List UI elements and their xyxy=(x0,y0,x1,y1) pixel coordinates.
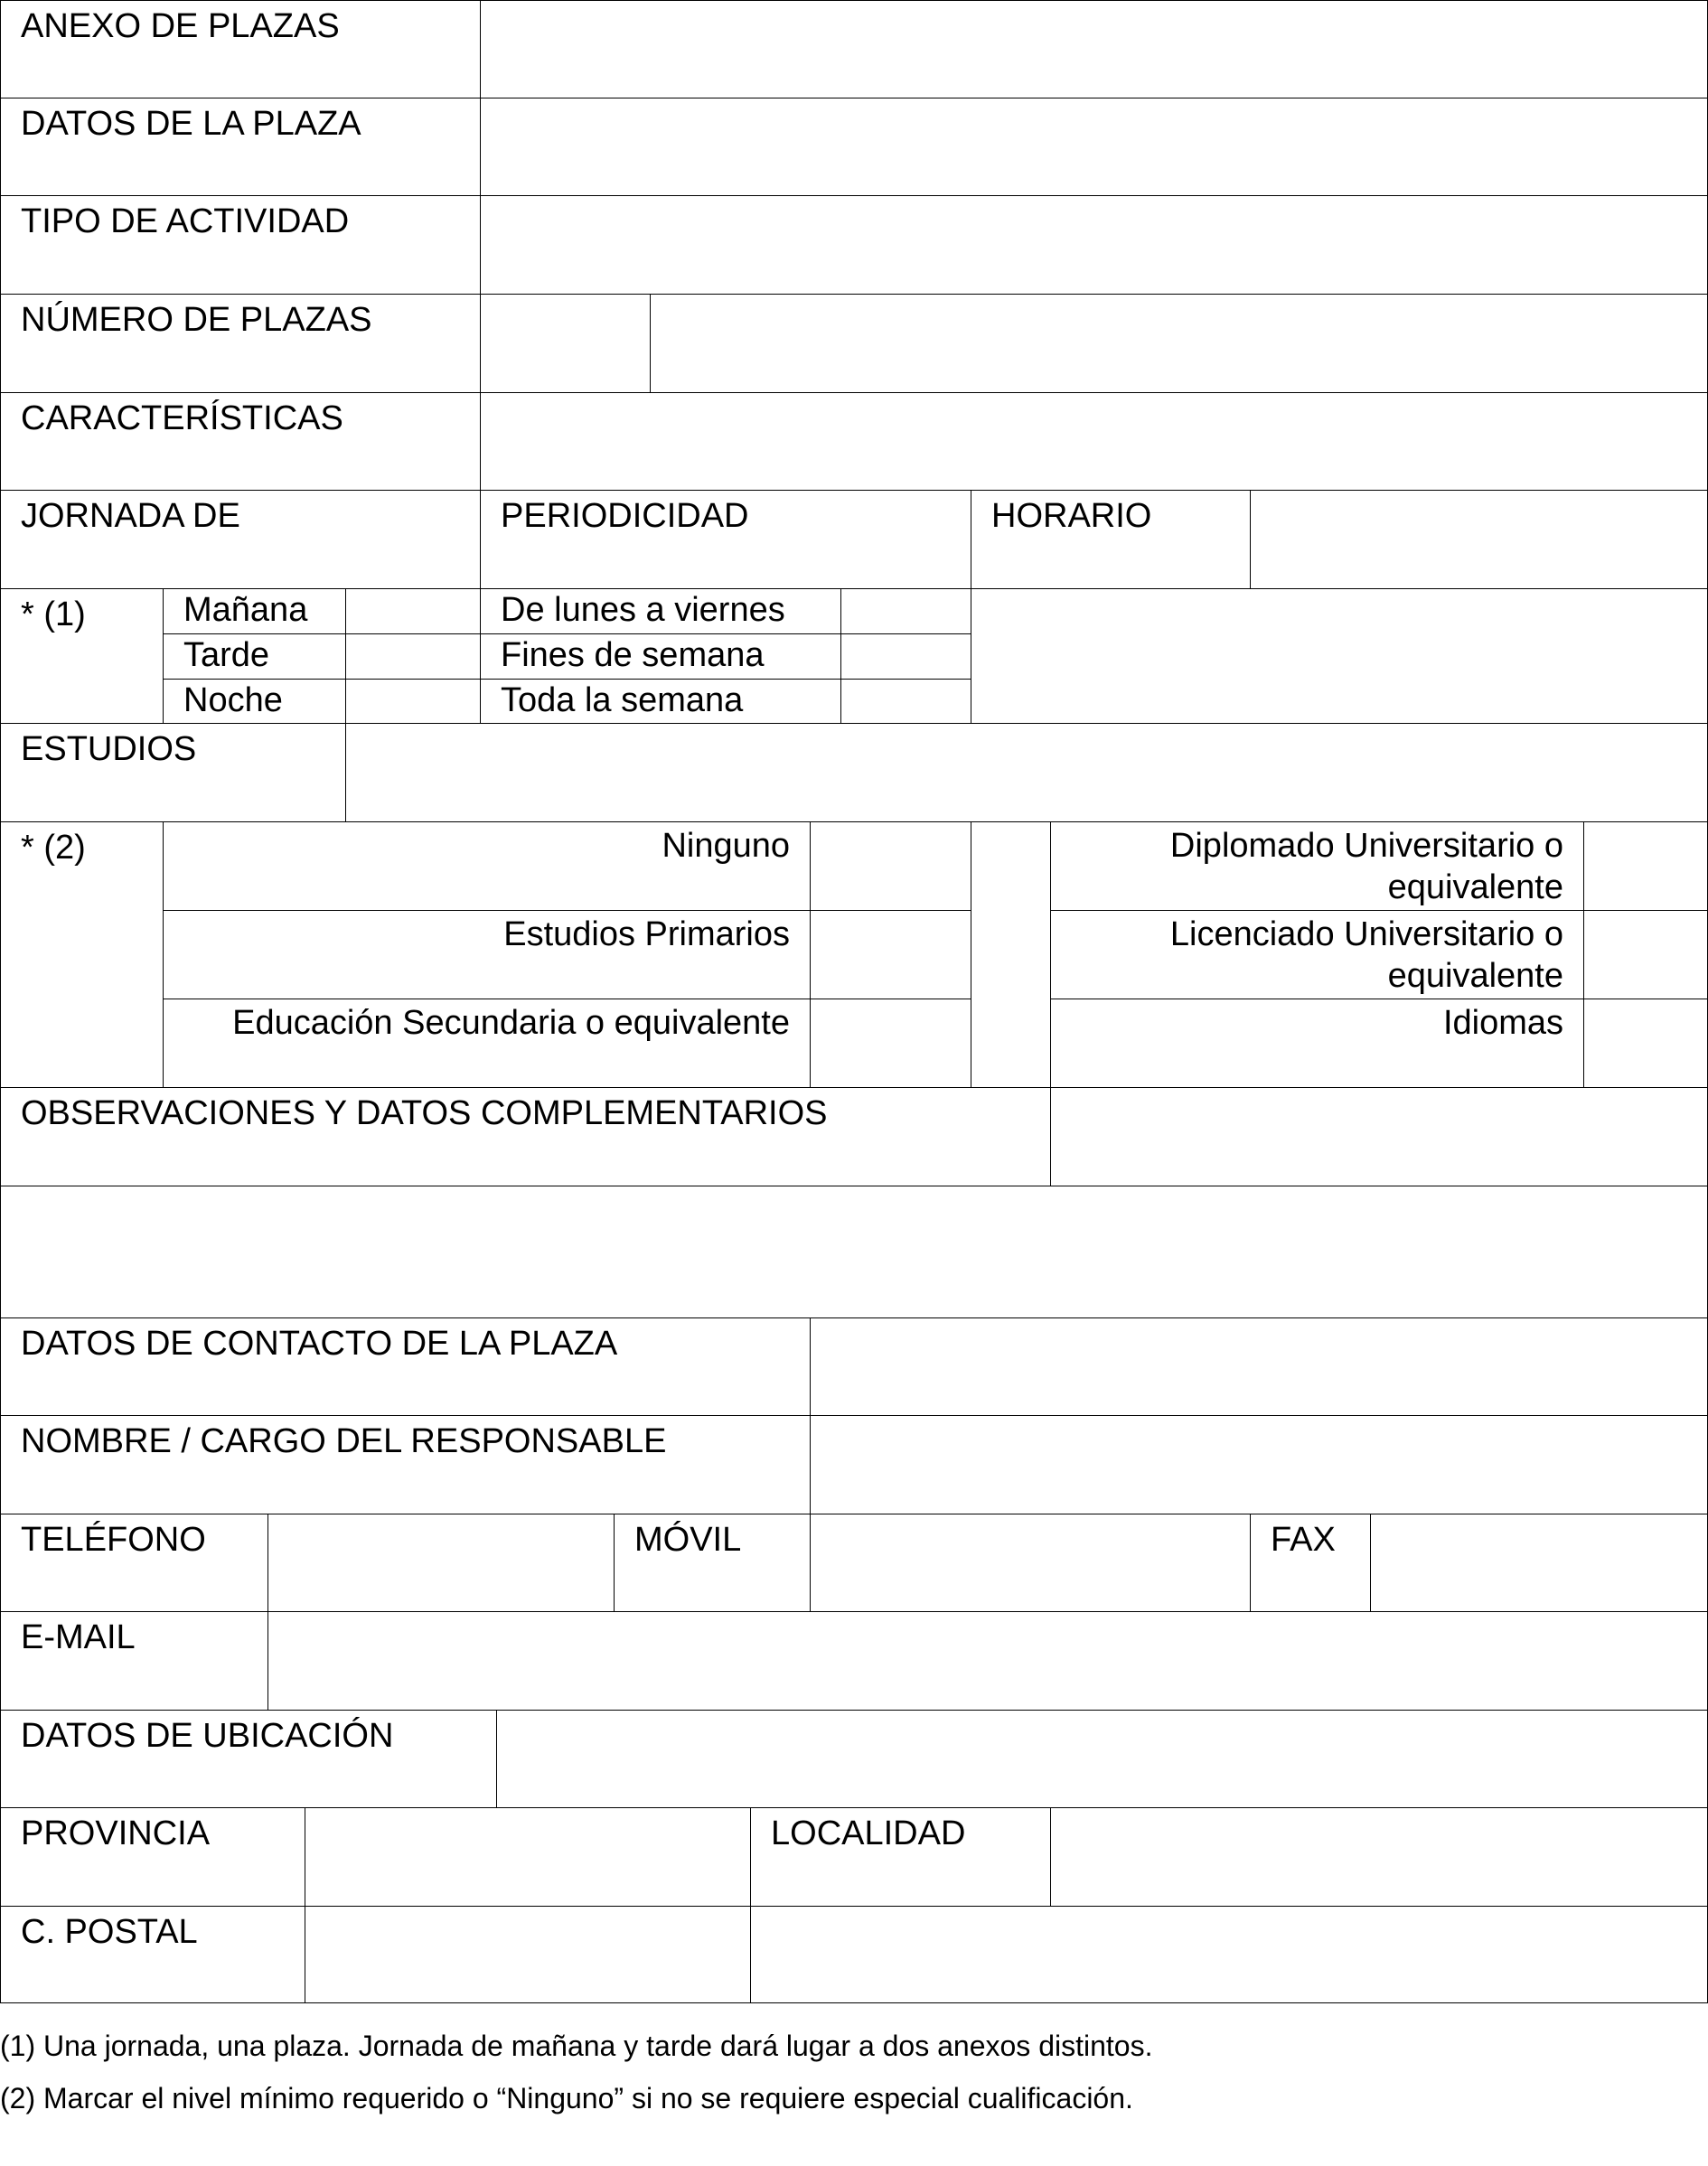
estudio-diplomado-checkbox[interactable] xyxy=(1583,821,1708,911)
label-email: E-MAIL xyxy=(0,1611,268,1711)
field-ubicacion[interactable] xyxy=(496,1710,1708,1808)
field-provincia[interactable] xyxy=(305,1807,751,1907)
field-cpostal-extra[interactable] xyxy=(750,1906,1708,2003)
label-periodicidad: PERIODICIDAD xyxy=(480,490,971,589)
turno-manana-checkbox[interactable] xyxy=(345,588,481,634)
label-numero-plazas: NÚMERO DE PLAZAS xyxy=(0,294,481,393)
estudio-primarios-checkbox[interactable] xyxy=(810,910,971,999)
label-estudios: ESTUDIOS xyxy=(0,723,347,822)
label-contacto: DATOS DE CONTACTO DE LA PLAZA xyxy=(0,1317,811,1416)
footnote-2: (2) Marcar el nivel mínimo requerido o “Ninguno” si no se requiere especial cualificación. xyxy=(0,2082,1133,2114)
footnote-1: (1) Una jornada, una plaza. Jornada de mañana y tarde dará lugar a dos anexos distintos. xyxy=(0,2030,1153,2062)
estudio-ninguno-checkbox[interactable] xyxy=(810,821,971,911)
periodo-fines-semana-label: Fines de semana xyxy=(480,633,841,680)
label-datos-plaza: DATOS DE LA PLAZA xyxy=(0,98,481,196)
estudios-spacer xyxy=(971,821,1051,1088)
estudio-primarios-label: Estudios Primarios xyxy=(163,910,811,999)
jornada-note: * (1) xyxy=(0,588,164,724)
label-provincia: PROVINCIA xyxy=(0,1807,305,1907)
estudio-licenciado-label: Licenciado Universitario o equivalente xyxy=(1050,910,1584,999)
estudio-diplomado-label: Diplomado Universitario o equivalente xyxy=(1050,821,1584,911)
field-datos-plaza[interactable] xyxy=(480,98,1708,196)
field-anexo-plazas[interactable] xyxy=(480,0,1708,98)
label-jornada-de: JORNADA DE xyxy=(0,490,481,589)
label-movil: MÓVIL xyxy=(614,1514,811,1612)
field-cpostal[interactable] xyxy=(305,1906,751,2003)
estudio-secundaria-label: Educación Secundaria o equivalente xyxy=(163,999,811,1088)
field-contacto[interactable] xyxy=(810,1317,1708,1416)
field-observaciones-extra[interactable] xyxy=(1050,1087,1708,1186)
label-horario: HORARIO xyxy=(971,490,1251,589)
estudio-idiomas-label: Idiomas xyxy=(1050,999,1584,1088)
turno-tarde-label: Tarde xyxy=(163,633,346,680)
field-numero-plazas-extra[interactable] xyxy=(650,294,1708,393)
field-horario-detalle[interactable] xyxy=(971,588,1708,724)
estudio-ninguno-label: Ninguno xyxy=(163,821,811,911)
field-responsable[interactable] xyxy=(810,1415,1708,1514)
turno-noche-label: Noche xyxy=(163,679,346,724)
field-numero-plazas[interactable] xyxy=(480,294,651,393)
label-localidad: LOCALIDAD xyxy=(750,1807,1051,1907)
label-telefono: TELÉFONO xyxy=(0,1514,268,1612)
periodo-lunes-viernes-label: De lunes a viernes xyxy=(480,588,841,634)
label-tipo-actividad: TIPO DE ACTIVIDAD xyxy=(0,195,481,295)
turno-manana-label: Mañana xyxy=(163,588,346,634)
periodo-toda-semana-label: Toda la semana xyxy=(480,679,841,724)
field-estudios[interactable] xyxy=(345,723,1708,822)
periodo-lunes-viernes-checkbox[interactable] xyxy=(840,588,971,634)
estudio-idiomas-checkbox[interactable] xyxy=(1583,999,1708,1088)
field-caracteristicas[interactable] xyxy=(480,392,1708,491)
label-fax: FAX xyxy=(1250,1514,1371,1612)
label-responsable: NOMBRE / CARGO DEL RESPONSABLE xyxy=(0,1415,811,1514)
turno-noche-checkbox[interactable] xyxy=(345,679,481,724)
field-horario[interactable] xyxy=(1250,490,1708,589)
label-anexo-plazas: ANEXO DE PLAZAS xyxy=(0,0,481,98)
estudio-licenciado-checkbox[interactable] xyxy=(1583,910,1708,999)
field-fax[interactable] xyxy=(1370,1514,1708,1612)
turno-tarde-checkbox[interactable] xyxy=(345,633,481,680)
field-movil[interactable] xyxy=(810,1514,1251,1612)
label-cpostal: C. POSTAL xyxy=(0,1906,305,2003)
label-observaciones: OBSERVACIONES Y DATOS COMPLEMENTARIOS xyxy=(0,1087,1051,1186)
field-telefono[interactable] xyxy=(267,1514,615,1612)
label-ubicacion: DATOS DE UBICACIÓN xyxy=(0,1710,497,1808)
label-caracteristicas: CARACTERÍSTICAS xyxy=(0,392,481,491)
periodo-fines-semana-checkbox[interactable] xyxy=(840,633,971,680)
estudios-note: * (2) xyxy=(0,821,164,1088)
estudio-secundaria-checkbox[interactable] xyxy=(810,999,971,1088)
field-tipo-actividad[interactable] xyxy=(480,195,1708,295)
field-observaciones[interactable] xyxy=(0,1186,1708,1318)
periodo-toda-semana-checkbox[interactable] xyxy=(840,679,971,724)
field-localidad[interactable] xyxy=(1050,1807,1708,1907)
field-email[interactable] xyxy=(267,1611,1708,1711)
